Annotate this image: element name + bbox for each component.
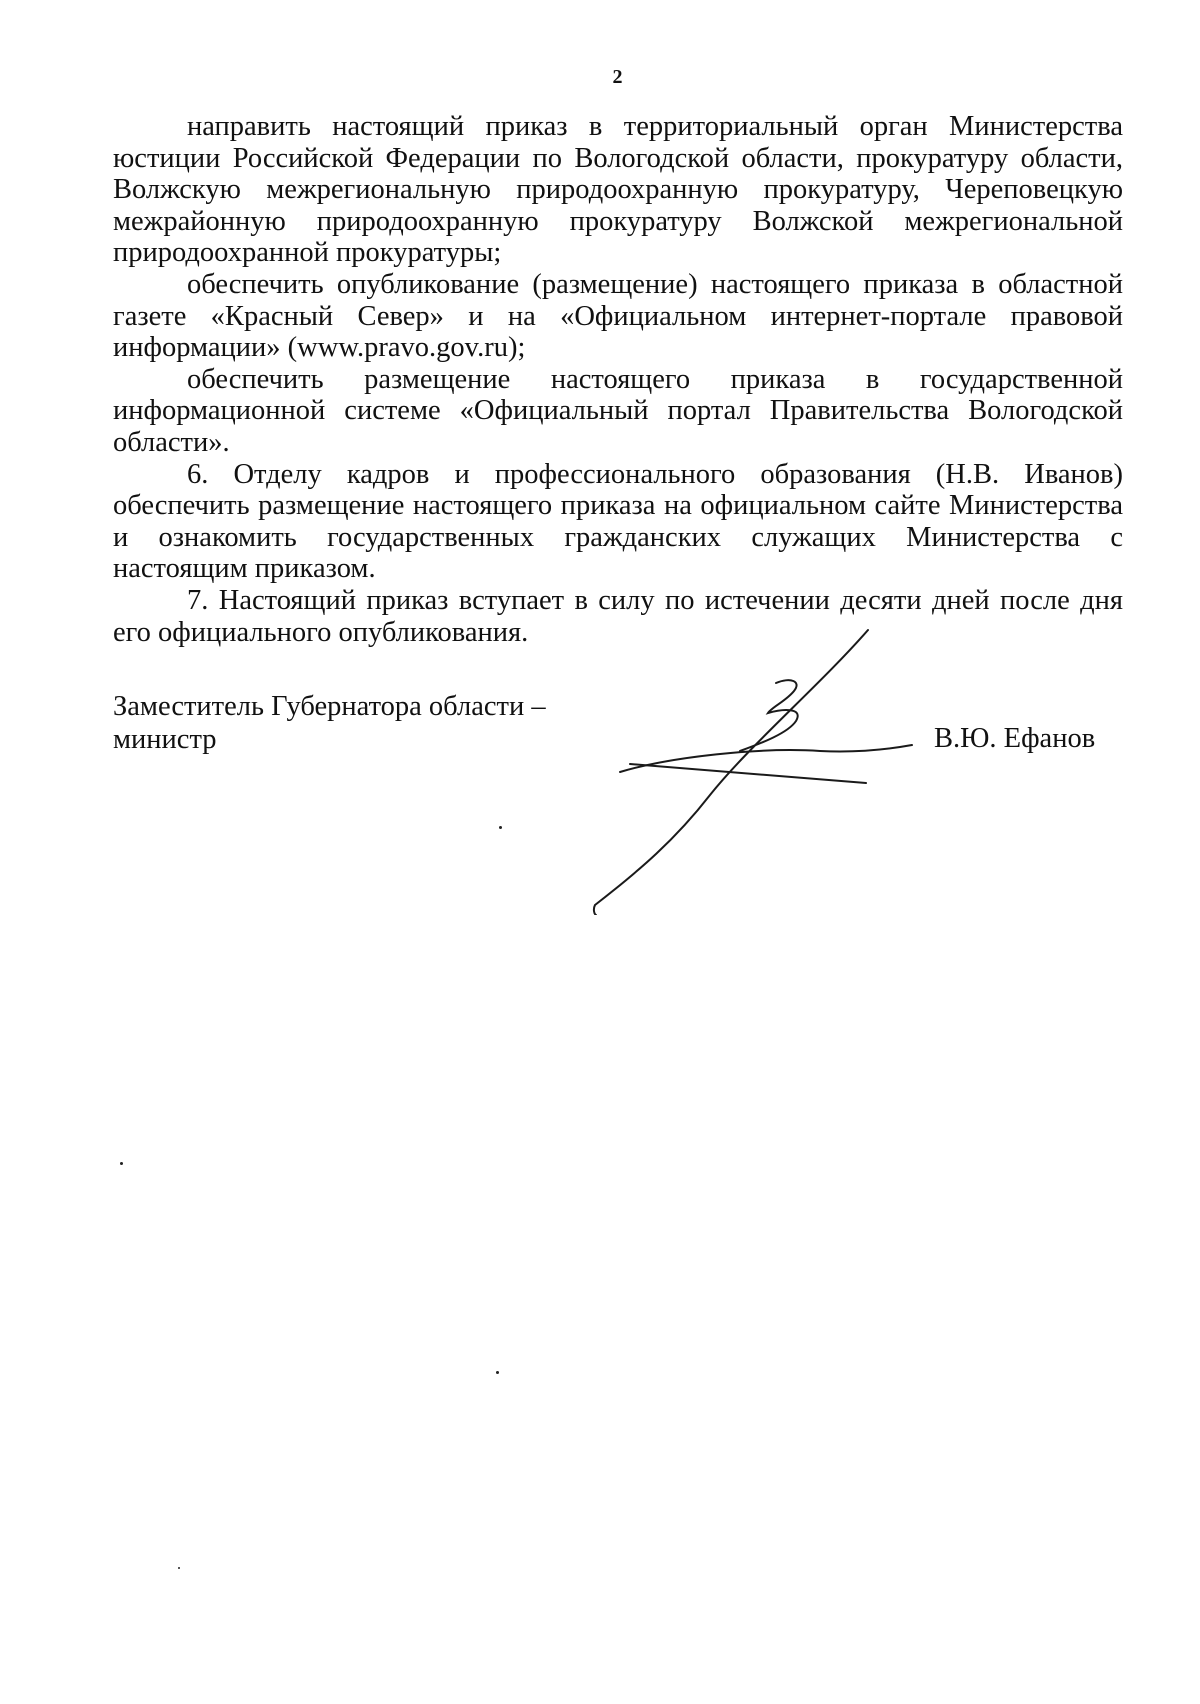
- handwritten-signature: [590, 625, 920, 915]
- signatory-position: [113, 690, 546, 756]
- signatory-name: В.Ю. Ефанов: [934, 723, 1096, 754]
- paragraph-item-6: 6. Отделу кадров и профессионального образования (Н.В. Иванов) обеспечить размещение настоящего приказа на официальном сайте Министерства и ознакомить государственных гражданских служащих Министерства с настоящим приказом.: [113, 458, 1123, 585]
- signature-loop-stroke: [740, 680, 798, 751]
- page-number: 2: [612, 66, 623, 88]
- paragraph-placement: обеспечить размещение настоящего приказа в государственной информационной системе «Официальный портал Правительства Вологодской области».: [113, 363, 1123, 458]
- signatory-position-line-1: Заместитель Губернатора области –: [113, 691, 546, 722]
- scan-speck: [499, 826, 502, 829]
- signature-lower-stroke: [630, 764, 866, 783]
- scan-speck: [120, 1162, 123, 1165]
- paragraph-direct-order: направить настоящий приказ в территориальный орган Министерства юстиции Российской Федерации по Вологодской области, прокуратуру области, Волжскую межрегиональную природоохранную прокуратуру, Череповецкую межрайонную природоохранную прокуратуру Волжской межрегиональной природоохранной прокуратуры;: [113, 111, 1123, 269]
- signature-underline-stroke: [620, 745, 912, 772]
- scan-speck: [178, 1567, 180, 1569]
- paragraph-item-7: 7. Настоящий приказ вступает в силу по истечении десяти дней после дня его официального опубликования.: [113, 584, 1123, 648]
- scan-speck: [496, 1371, 499, 1374]
- paragraph-publication: обеспечить опубликование (размещение) настоящего приказа в областной газете «Красный Север» и на «Официальном интернет-портале правовой информации» (www.pravo.gov.ru);: [113, 268, 1123, 364]
- signatory-position-line-2: министр: [113, 724, 217, 755]
- document-body: [113, 111, 1123, 648]
